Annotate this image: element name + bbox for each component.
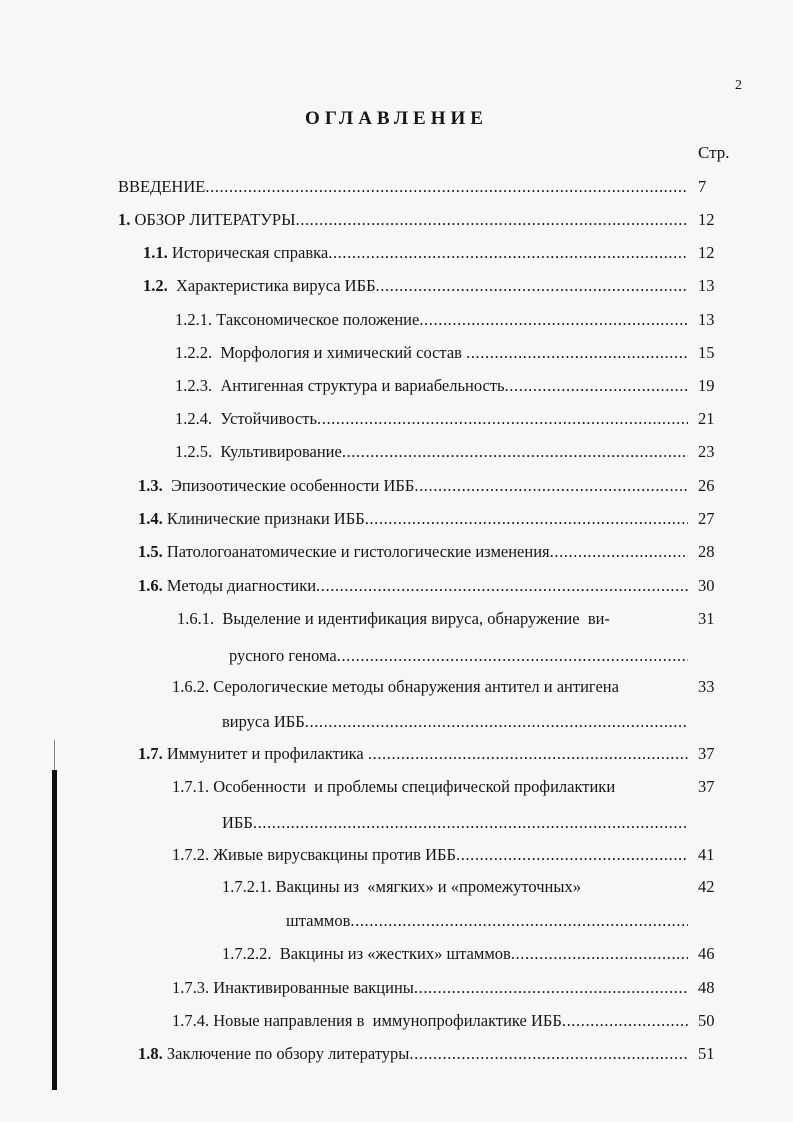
toc-entry-number: 1.1. (143, 243, 168, 262)
toc-page: 28 (698, 542, 715, 561)
toc-entry-continuation (222, 812, 688, 834)
toc-page: 26 (698, 476, 715, 495)
toc-page: 37 (698, 744, 715, 763)
toc-entry-text: 1.6.2. Серологические методы обнаружения антител и антигена (172, 677, 619, 696)
toc-entry-text: 1.2.4. Устойчивость (175, 409, 317, 428)
toc-entry-continuation-text: ИББ (222, 813, 253, 832)
toc-entry-1-7-2[interactable] (172, 844, 688, 866)
toc-entry-1-5[interactable] (138, 541, 688, 563)
page-title: ОГЛАВЛЕНИЕ (305, 108, 488, 129)
toc-leader-dots (328, 242, 688, 264)
toc-entry-1-4[interactable] (138, 508, 688, 530)
toc-entry-text: Эпизоотические особенности ИББ (162, 476, 415, 495)
toc-leader-dots (316, 575, 688, 597)
toc-entry-number: 1.2. (143, 276, 168, 295)
toc-entry-number: 1. (118, 210, 131, 229)
toc-entry-text: Патологоанатомические и гистологические изменения (162, 542, 550, 561)
toc-entry-text: 1.7.1. Особенности и проблемы специфической профилактики (172, 777, 616, 796)
toc-entry-number: 1.5. (138, 542, 163, 561)
toc-page: 33 (698, 677, 715, 696)
toc-leader-dots (419, 309, 688, 331)
toc-entry-text: Иммунитет и профилактика (162, 744, 368, 763)
toc-entry-text: 1.7.3. Инактивированные вакцины (172, 978, 414, 997)
toc-leader-dots (414, 977, 688, 999)
toc-leader-dots (253, 812, 688, 834)
toc-entry-continuation (286, 910, 688, 932)
toc-leader-dots (562, 1010, 688, 1032)
toc-entry-text: 1.7.4. Новые направления в иммунопрофилактике ИББ (172, 1011, 562, 1030)
toc-entry-continuation (222, 711, 688, 733)
toc-entry-intro[interactable] (118, 176, 688, 198)
toc-page: 21 (698, 409, 715, 428)
toc-entry-1-2-5[interactable] (175, 441, 688, 463)
toc-leader-dots (414, 475, 688, 497)
toc-entry-number: 1.6. (138, 576, 163, 595)
toc-entry-1-6-2[interactable] (172, 676, 688, 698)
toc-leader-dots (550, 541, 688, 563)
toc-page: 46 (698, 944, 715, 963)
toc-entry-text: Методы диагностики (162, 576, 317, 595)
toc-page: 13 (698, 310, 715, 329)
toc-entry-continuation-text: русного генома (229, 646, 337, 665)
toc-entry-1-2[interactable] (143, 275, 688, 297)
toc-page: 41 (698, 845, 715, 864)
toc-entry-text: 1.7.2.2. Вакцины из «жестких» штаммов (222, 944, 511, 963)
toc-page: 30 (698, 576, 715, 595)
toc-entry-text: Заключение по обзору литературы (162, 1044, 410, 1063)
toc-page: 12 (698, 210, 715, 229)
toc-entry-1-6[interactable] (138, 575, 688, 597)
toc-entry-1-3[interactable] (138, 475, 688, 497)
toc-entry-continuation-text: штаммов (286, 911, 351, 930)
toc-page: 12 (698, 243, 715, 262)
scan-margin-line (54, 740, 55, 770)
toc-entry-text: ОБЗОР ЛИТЕРАТУРЫ (130, 210, 296, 229)
toc-entry-text: 1.2.3. Антигенная структура и вариабельность (175, 376, 505, 395)
toc-leader-dots (350, 910, 688, 932)
toc-page: 50 (698, 1011, 715, 1030)
toc-page: 48 (698, 978, 715, 997)
toc-leader-dots (511, 943, 688, 965)
toc-leader-dots (409, 1043, 688, 1065)
toc-entry-1-2-2[interactable] (175, 342, 688, 364)
toc-entry-1-7-2-1[interactable] (222, 876, 688, 898)
toc-page: 37 (698, 777, 715, 796)
toc-entry-1-2-4[interactable] (175, 408, 688, 430)
toc-entry-1-2-3[interactable] (175, 375, 688, 397)
toc-leader-dots (342, 441, 688, 463)
toc-entry-1-7[interactable] (138, 743, 688, 765)
toc-leader-dots (296, 209, 689, 231)
toc-entry-1-7-3[interactable] (172, 977, 688, 999)
page-column-label: Стр. (698, 143, 730, 162)
toc-entry-1-7-1[interactable] (172, 776, 688, 798)
toc-entry-text: 1.7.2.1. Вакцины из «мягких» и «промежуточных» (222, 877, 581, 896)
toc-page: 27 (698, 509, 715, 528)
toc-entry-text: Историческая справка (167, 243, 329, 262)
toc-leader-dots (368, 743, 688, 765)
toc-entry-text: 1.2.1. Таксономическое положение (175, 310, 420, 329)
toc-entry-1-1[interactable] (143, 242, 688, 264)
toc-entry-text: Характеристика вируса ИББ (167, 276, 376, 295)
toc-entry-text: 1.2.2. Морфология и химический состав (175, 343, 467, 362)
toc-page: 23 (698, 442, 715, 461)
toc-entry-1-8[interactable] (138, 1043, 688, 1065)
toc-entry-text: 1.6.1. Выделение и идентификация вируса, обнаружение ви- (177, 609, 610, 628)
toc-page: 7 (698, 177, 707, 196)
page-number: 2 (735, 78, 742, 93)
toc-entry-continuation (229, 645, 688, 667)
toc-entry-number: 1.3. (138, 476, 163, 495)
toc-page: 42 (698, 877, 715, 896)
toc-page: 15 (698, 343, 715, 362)
toc-entry-continuation-text: вируса ИББ (222, 712, 305, 731)
toc-leader-dots (456, 844, 688, 866)
scan-margin-bar (52, 770, 57, 1090)
toc-page: 13 (698, 276, 715, 295)
toc-leader-dots (376, 275, 688, 297)
toc-entry-text: Клинические признаки ИББ (162, 509, 365, 528)
toc-leader-dots (305, 711, 688, 733)
toc-entry-number: 1.7. (138, 744, 163, 763)
toc-leader-dots (365, 508, 688, 530)
toc-leader-dots (205, 176, 688, 198)
toc-entry-text: ВВЕДЕНИЕ (118, 177, 206, 196)
toc-entry-text: 1.2.5. Культивирование (175, 442, 342, 461)
toc-page: 31 (698, 609, 715, 628)
toc-entry-number: 1.8. (138, 1044, 163, 1063)
toc-leader-dots (317, 408, 688, 430)
toc-entry-1-6-1[interactable] (177, 608, 688, 630)
toc-page: 19 (698, 376, 715, 395)
toc-entry-1-2-1[interactable] (175, 309, 688, 331)
toc-page: 51 (698, 1044, 715, 1063)
toc-leader-dots (505, 375, 688, 397)
toc-leader-dots (466, 342, 688, 364)
toc-entry-1-7-2-2[interactable] (222, 943, 688, 965)
toc-entry-number: 1.4. (138, 509, 163, 528)
toc-leader-dots (337, 645, 688, 667)
toc-entry-text: 1.7.2. Живые вирусвакцины против ИББ (172, 845, 456, 864)
toc-entry-1-7-4[interactable] (172, 1010, 688, 1032)
toc-entry-1[interactable] (118, 209, 688, 231)
